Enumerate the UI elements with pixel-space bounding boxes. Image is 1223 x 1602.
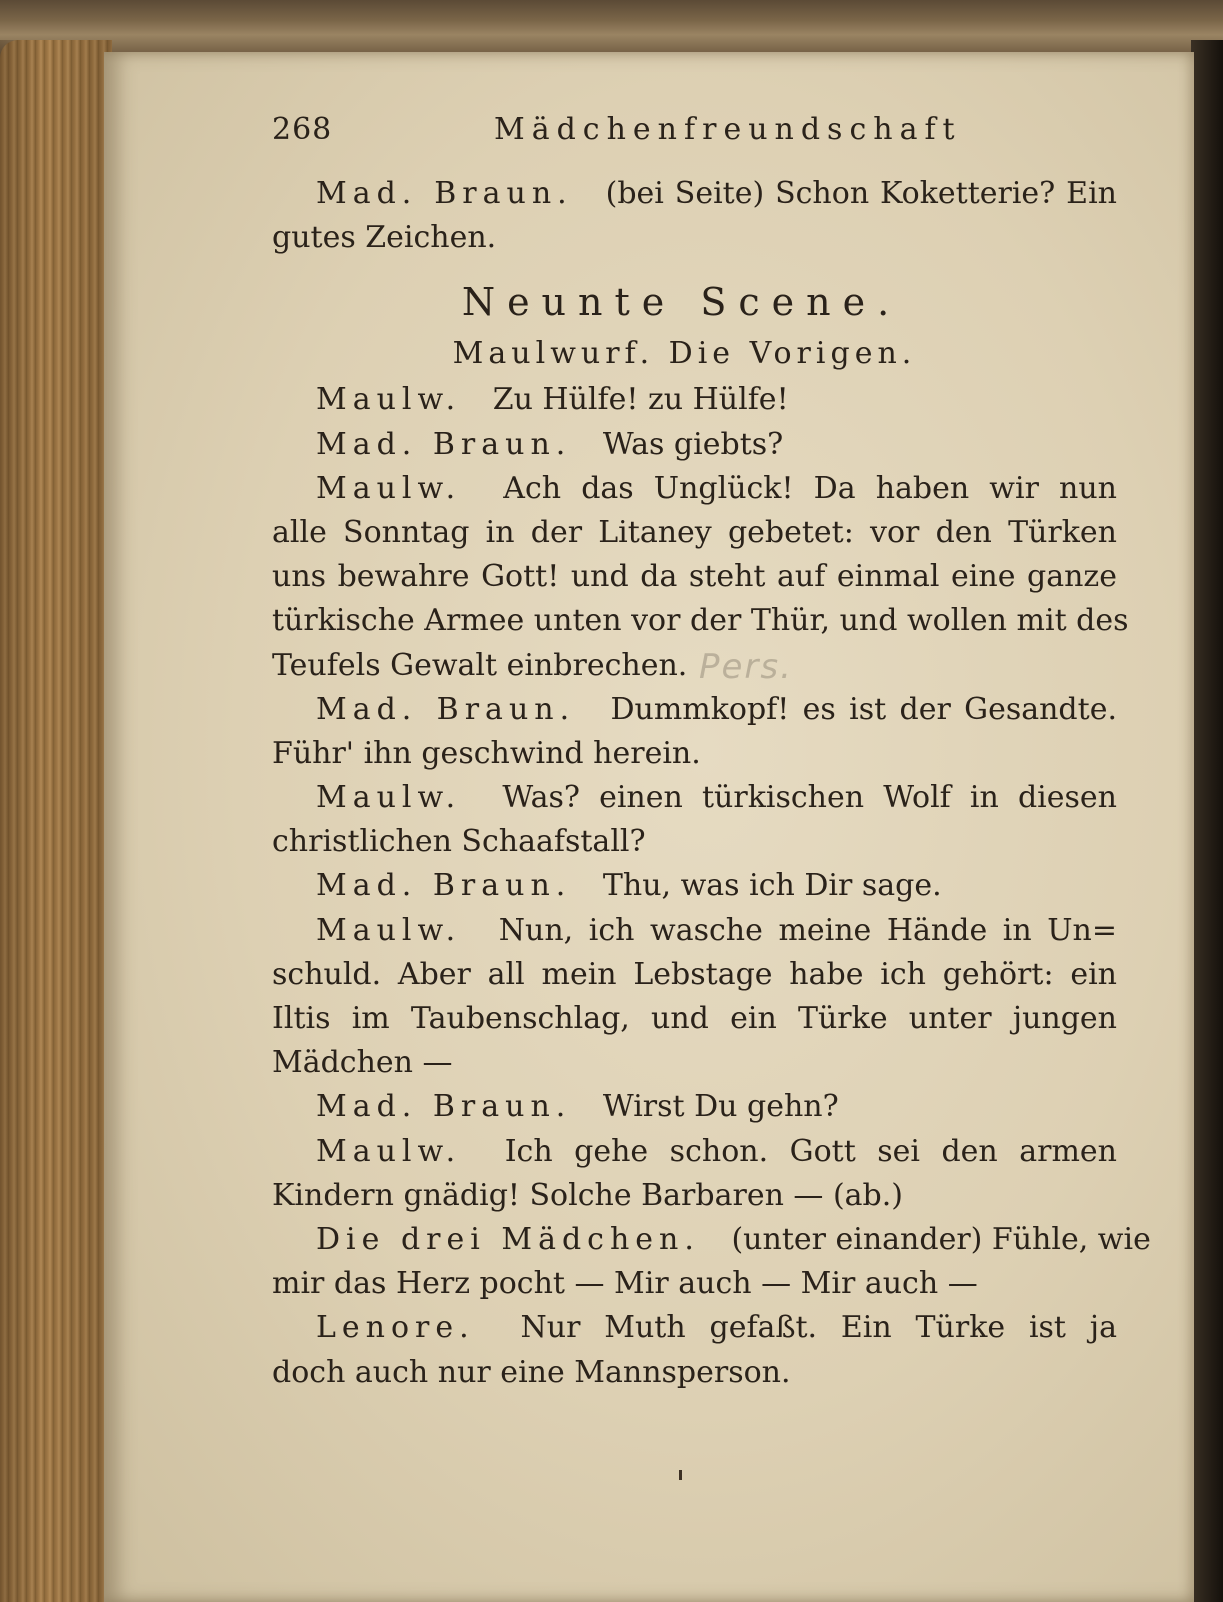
text-line <box>272 172 1117 216</box>
line-text: Zu Hülfe! zu Hülfe! <box>492 382 789 418</box>
speaker-name: Maulw. <box>316 912 462 948</box>
text-line <box>272 467 1117 511</box>
line-text: christlichen Schaafstall? <box>272 824 646 860</box>
line-text: (bei Seite) Schon Koketterie? Ein <box>605 176 1117 211</box>
text-line <box>272 953 1117 997</box>
line-text: Mädchen — <box>272 1045 453 1081</box>
line-text: Was? einen türkischen Wolf in diesen <box>502 780 1117 816</box>
speaker-name: Die drei Mädchen. <box>316 1221 700 1257</box>
speaker-name: Mad. Braun. <box>316 176 573 211</box>
line-text: alle Sonntag in der Litaney gebetet: vor den Türken <box>272 514 1117 550</box>
text-line <box>272 1174 1117 1218</box>
line-text: Ach das Unglück! Da haben wir nun <box>503 470 1117 506</box>
speaker-name: Maulw. <box>316 382 462 418</box>
text-line <box>272 1306 1117 1350</box>
book-page <box>104 52 1194 1602</box>
text-line <box>272 820 1117 864</box>
text-line <box>272 1351 1117 1395</box>
text-line <box>272 776 1117 820</box>
line-text: Ich gehe schon. Gott sei den armen <box>504 1133 1117 1169</box>
speaker-name: Mad. Braun. <box>316 1089 572 1125</box>
line-text: türkische Armee unten vor der Thür, und wollen mit des <box>272 603 1129 639</box>
speaker-name: Mad. Braun. <box>316 868 572 904</box>
line-text: schuld. Aber all mein Lebstage habe ich gehört: ein <box>272 956 1117 992</box>
line-text: doch auch nur eine Mannsperson. <box>272 1354 791 1390</box>
page-number: 268 <box>272 112 333 147</box>
running-title: Mädchenfreundschaft <box>494 112 962 147</box>
text-line <box>272 1041 1117 1085</box>
page-stack-edges <box>0 40 112 1602</box>
speaker-name: Lenore. <box>316 1310 475 1346</box>
scene-cast: Maulwurf. Die Vorigen. <box>452 336 917 372</box>
text-line <box>272 423 1117 467</box>
book-cover-top <box>0 0 1223 58</box>
line-text: Nun, ich wasche meine Hände in Un= <box>498 912 1117 948</box>
text-line <box>272 555 1117 599</box>
speaker-name: Maulw. <box>316 780 462 816</box>
speaker-name: Mad. Braun. <box>316 691 576 727</box>
line-text: Nur Muth gefaßt. Ein Türke ist ja <box>520 1310 1117 1346</box>
line-text: Thu, was ich Dir sage. <box>602 868 942 904</box>
right-page-edge <box>1191 40 1223 1602</box>
text-line <box>272 688 1117 732</box>
line-text: uns bewahre Gott! und da steht auf einmal eine ganze <box>272 559 1117 595</box>
text-line <box>272 644 1117 688</box>
line-text: Dummkopf! es ist der Gesandte. <box>610 691 1117 727</box>
line-text: Teufels Gewalt einbrechen. <box>272 647 688 683</box>
page-text <box>272 112 1151 1395</box>
pencil-annotation: Pers. <box>699 647 793 687</box>
line-text: gutes Zeichen. <box>272 220 497 256</box>
text-line <box>272 216 1117 260</box>
speaker-name: Maulw. <box>316 1133 462 1169</box>
text-line <box>272 511 1117 555</box>
text-line <box>272 378 1117 422</box>
text-line <box>272 864 1117 908</box>
line-text: Was giebts? <box>602 426 784 462</box>
line-text: mir das Herz pocht — Mir auch — Mir auch — <box>272 1266 978 1302</box>
page-speck <box>679 1470 682 1480</box>
speaker-name: Maulw. <box>316 470 462 506</box>
line-text: Kindern gnädig! Solche Barbaren — (ab.) <box>272 1177 903 1213</box>
speaker-name: Mad. Braun. <box>316 426 572 462</box>
text-line <box>272 599 1129 643</box>
text-line <box>272 909 1117 953</box>
text-line <box>272 997 1117 1041</box>
text-line <box>272 1130 1117 1174</box>
line-text: Führ' ihn geschwind herein. <box>272 735 701 771</box>
line-text: (unter einander) Fühle, wie <box>731 1221 1151 1257</box>
text-line <box>272 1085 1117 1129</box>
text-line <box>272 1218 1151 1262</box>
text-line <box>272 732 1117 776</box>
scene-heading: Neunte Scene. <box>461 280 902 325</box>
line-text: Iltis im Taubenschlag, und ein Türke unter jungen <box>272 1001 1117 1036</box>
line-text: Wirst Du gehn? <box>602 1089 839 1125</box>
text-line <box>272 1262 1117 1306</box>
running-head <box>272 112 1117 172</box>
